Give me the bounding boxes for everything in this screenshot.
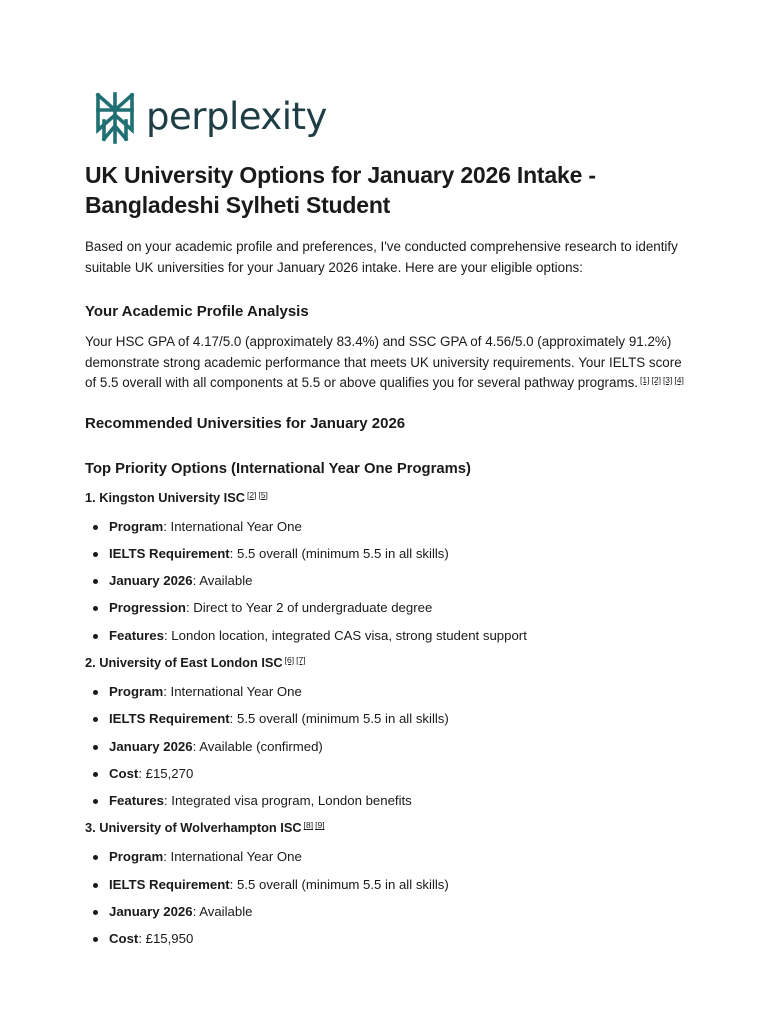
citation-link[interactable]: [4] bbox=[674, 375, 684, 385]
intro-paragraph: Based on your academic profile and preferences, I've conducted comprehensive research to identify suitable UK universities for your January 2026 intake. Here are your eligible options: bbox=[85, 239, 678, 275]
list-item: Features: Integrated visa program, London benefits bbox=[109, 791, 685, 811]
top-priority-heading: Top Priority Options (International Year One Programs) bbox=[85, 460, 471, 477]
list-item: IELTS Requirement: 5.5 overall (minimum 5.5 in all skills) bbox=[109, 709, 685, 729]
university-details-list bbox=[85, 517, 685, 646]
perplexity-wordmark: perplexity bbox=[146, 94, 327, 138]
perplexity-icon bbox=[94, 92, 136, 144]
citation-link[interactable]: [2] bbox=[651, 375, 661, 385]
university-name: 2. University of East London ISC bbox=[85, 654, 283, 670]
university-name: 3. University of Wolverhampton ISC bbox=[85, 820, 302, 836]
university-section bbox=[85, 488, 685, 646]
list-item: IELTS Requirement: 5.5 overall (minimum 5.5 in all skills) bbox=[109, 875, 685, 895]
list-item: Cost: £15,270 bbox=[109, 764, 685, 784]
main-content bbox=[85, 160, 685, 957]
university-title bbox=[85, 653, 685, 673]
list-item: Program: International Year One bbox=[109, 517, 685, 537]
profile-paragraph bbox=[85, 332, 685, 394]
citation-link[interactable]: [5] bbox=[258, 489, 268, 500]
list-item: January 2026: Available bbox=[109, 571, 685, 591]
university-section bbox=[85, 653, 685, 811]
university-title bbox=[85, 818, 685, 838]
citation-link[interactable]: [1] bbox=[640, 375, 650, 385]
university-details-list bbox=[85, 682, 685, 811]
university-name: 1. Kingston University ISC bbox=[85, 489, 245, 505]
citation-link[interactable]: [2] bbox=[247, 489, 257, 500]
list-item: IELTS Requirement: 5.5 overall (minimum 5.5 in all skills) bbox=[109, 544, 685, 564]
list-item: Progression: Direct to Year 2 of undergraduate degree bbox=[109, 598, 685, 618]
citation-link[interactable]: [9] bbox=[315, 820, 325, 831]
list-item: Features: London location, integrated CAS visa, strong student support bbox=[109, 626, 685, 646]
citation-link[interactable]: [6] bbox=[284, 654, 295, 665]
university-details-list bbox=[85, 847, 685, 949]
citation-link[interactable]: [7] bbox=[296, 654, 306, 665]
page-title: UK University Options for January 2026 Intake - Bangladeshi Sylheti Student bbox=[85, 162, 596, 218]
perplexity-logo bbox=[94, 92, 327, 144]
list-item: Program: International Year One bbox=[109, 847, 685, 867]
university-section bbox=[85, 818, 685, 949]
list-item: January 2026: Available bbox=[109, 902, 685, 922]
profile-text: Your HSC GPA of 4.17/5.0 (approximately 83.4%) and SSC GPA of 4.56/5.0 (approximately 91.2%) demonstrate strong academic performance that meets UK university requirements. Your IELTS score of 5.5 overall with all components at 5.5 or above qualifies you for several pathway programs. bbox=[85, 334, 682, 390]
list-item: Cost: £15,950 bbox=[109, 929, 685, 949]
list-item: Program: International Year One bbox=[109, 682, 685, 702]
list-item: January 2026: Available (confirmed) bbox=[109, 737, 685, 757]
university-title bbox=[85, 488, 685, 508]
profile-heading: Your Academic Profile Analysis bbox=[85, 303, 309, 320]
citation-link[interactable]: [8] bbox=[303, 820, 314, 831]
citation-link[interactable]: [3] bbox=[662, 375, 673, 385]
recommended-heading: Recommended Universities for January 2026 bbox=[85, 414, 406, 432]
